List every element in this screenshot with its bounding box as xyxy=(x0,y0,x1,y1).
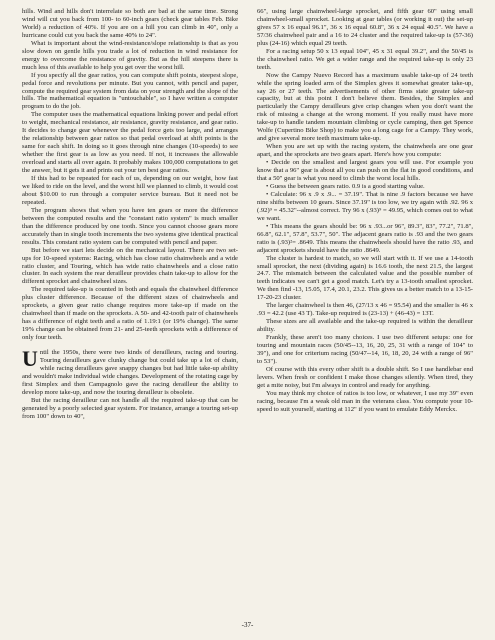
paragraph: The computer uses the mathematical equations linking power and pedal effort to weight, mechanical resistance, air resistance, gravity resistance, and gear ratio. It decides to change gear whenever the pedal force gets too large, and arranges the relationship between gear ratios so that pedal overload at shift points is the same for each shift. In doing so it goes through nine changes (10-speeds) to see whether the first gear is as low as you need. If not, it increases the allowable overload and starts all over again. It probably makes 100,000 computations to get the answer, but it gets it and prints out your ten best gear ratios. xyxy=(22,111,238,175)
paragraph: If this had to be repeated for each of us, depending on our weight, how fast we liked to ride on the level, and the worst hill we planned to climb, it would cost about $10.00 to run through a computer service bureau. But it need not be repeated. xyxy=(22,175,238,206)
paragraph: The larger chainwheel is then 46, (27/13 x 46 = 95.54) and the smaller is 46 x .93 = 42.2 (use 43 T). Take-up required is (23-13) + (46-43) = 13T. xyxy=(257,302,473,318)
paragraph: Frankly, these aren't too many choices. I use two different setups: one for touring and mountain races (50/45--13, 16, 20, 25, 31 with a range of 104" to 39"), and one for criterium racing (50/47--14, 16, 18, 20, 24 with a range of 96" to 53"). xyxy=(257,334,473,365)
paragraph: You may think my choice of ratios is too low, or whatever, I use my 39" even racing, because I'm a weak old man in the veterans class. You compute your 10-speed to suit yourself, starting at 112" if you want to emulate Eddy Merckx. xyxy=(257,389,473,413)
right-column xyxy=(257,8,473,618)
paragraph: But before we start lets decide on the mechanical layout. There are two set-ups for 10-speed systems: Racing, which has close ratio chainwheels and a wide ratio cluster, and Touring, which has wide ratio chainwheels and a close ratio cluster. In each system the rear derailleur provides chain take-up to allow for the different sprocket and chainwheel sizes. xyxy=(22,246,238,286)
paragraph: 66", using large chainwheel-large sprocket, and fifth gear 60" using small chainwheel-small sprocket. Looking at gear tables (or working it out) the set-up gives 57 x 16 equal 96.1", 36 x 16 equal 60.8", 36 x 24 equal 40.5". We have a 57/36 chainwheel pair and a 16 to 24 cluster and the required take-up is (57-36) plus (24-16) which equal 29 teeth. xyxy=(257,8,473,47)
paragraph: hills. Wind and hills don't interrelate so both are bad at the same time. Strong wind will cut you back from 100- to 60-inch gears (check gear tables Feb. Bike World) a reduction of 40%. If you are on a hill you can climb in 40", only a hurricane could cut you back the same 40% to 24". xyxy=(22,8,238,39)
article-body xyxy=(22,8,473,618)
paragraph: These sizes are all available and the take-up required is within the derailleur ability. xyxy=(257,318,473,334)
paragraph: If you specify all the gear ratios, you can compute shift points, steepest slope, pedal force and revolutions per minute. But you cannot, with pencil and paper, compute the required gear system from data on your strength and the slope of the hills. The mathematical equation is "untouchable", so I have written a computer program to do the job. xyxy=(22,71,238,111)
paragraph: The required take-up is counted in both and equals the chainwheel difference plus cluster difference. Because of the different sizes of chainwheels and sprockets, a given gear ratio change requires more take-up if made on the chainwheel than if made on the sprockets. A 50- and 42-tooth pair of chainwheels has a difference of eight teeth and a ratio of 1.19:1 (or 19% change). The same 19% change can be obtained from 21- and 25-teeth sprockets with a difference of only four teeth. xyxy=(22,286,238,342)
bullet-paragraph: • Decide on the smallest and largest gears you will use. For example you know that a 96" gear is about all you can push on the flat in good conditions, and that a 50" gear is what you need to climb the worst local hills. xyxy=(257,159,473,183)
paragraph-text: ntil the 1950s, there were two kinds of derailleurs, racing and touring. Touring derailleurs gave clunky change but could take up a lot of chain, while racing derailleurs gave snappy changes but had little take-up ability and wouldn't make individual wide changes. Development of the rotating cage by first Simplex and then Campagnolo gave the racing derailleur the ability to develop more take-up, and now the touring derailleur is obsolete. xyxy=(22,349,238,396)
page-number: -37- xyxy=(241,621,254,629)
paragraph: For a racing setup 50 x 13 equal 104", 45 x 31 equal 39.2", and the 50/45 is the chainwheel ratio. We get a wider range and the required take-up is only 23 teeth. xyxy=(257,47,473,71)
bullet-paragraph: • Guess the between gears ratio. 0.9 is a good starting value. xyxy=(266,182,425,190)
paragraph: The cluster is hardest to match, so we will start with it. If we use a 14-tooth small sprocket, the next (dividing again) is 16.6 tooth, the next 21.5, the largest 24.7. The mismatch between the calculated value and the possible number of teeth indicates we can't get a good match. Let's try a 13-tooth smallest sprocket. We then find -13, 15.05, 17.4, 20.1, 23.2. This gives us a better match to a 13-15-17-20-23 cluster. xyxy=(257,254,473,302)
drop-cap: U xyxy=(22,346,38,372)
paragraph: What is important about the wind-resistance/slope relationship is that as you slow down on gentle hills you trade a lot of reduction in wind resistance for energy to overcome the resistance of gravity. But as the hill steepens there is much less of this available to help you get over the worst hill. xyxy=(22,39,238,71)
paragraph: Of course with this every other shift is a double shift. So I use handlebar end levers. When fresh or confident I make those changes silently. When tired, they get a mite noisy, but I'm always in control and ready for anything. xyxy=(257,365,473,389)
paragraph: Now the Campy Nuevo Record has a maximum usable take-up of 24 teeth while the spring loaded arm of the Simplex gives it somewhat greater take-up, say 26 or 27 teeth. The advertisements of other firms state greater take-up capacity, but at this point I don't believe them. Besides, the Simplex and particularly the Campy derailleurs give crisp changes when you don't want the risk of missing a change at the wrong moment. If you really must have more take-up to handle tandem mountain climbing or cycle camping, then get Spence Wolfe (Cupertino Bike Shop) to make you a long cage for a Campy. They work, and give several more teeth maximum take-up. xyxy=(257,71,473,143)
bullet-paragraph: • Calculate: 96 x .9 x .9... = 37.19". That is nine .9 factors because we have nine shifts between 10 gears. Since 37.19" is too low, we try again with .92. 96 x (.92)⁹ = 45.32"--almost correct. Try 96 x (.93)⁹ = 49.95, which comes out to what we want. xyxy=(257,190,473,222)
paragraph: The program shows that when you have ten gears or more the difference between the computed results and the "constant ratio system" is much smaller than the difference produced by one tooth. Since you cannot choose gears more accurately than in single tooth increments the two systems give identical practical results. This constant ratio system can be computed with pencil and paper. xyxy=(22,206,238,246)
bullet-paragraph: • This means the gears should be: 96 x .93...or 96", 89.3", 83", 77.2", 71.8", 66.8", 62.1", 57.8", 53.7", 50". The adjacent gears ratio is .93 and the two gears ratio is (.93)²= .8649. This means the chainwheels should have the ratio .93, and adjacent sprockets should have the ratio .8649. xyxy=(257,222,473,254)
dropcap-paragraph xyxy=(22,346,238,397)
left-column xyxy=(22,8,238,618)
paragraph: But the racing derailleur can not handle all the required take-up that can be generated by a poorly selected gear system. For instance, arrange a touring set-up from 100" down to 40", xyxy=(22,396,238,420)
paragraph: When you are set up with the racing system, the chainwheels are one gear apart, and the sprockets are two gears apart. Here's how you compute: xyxy=(257,143,473,159)
